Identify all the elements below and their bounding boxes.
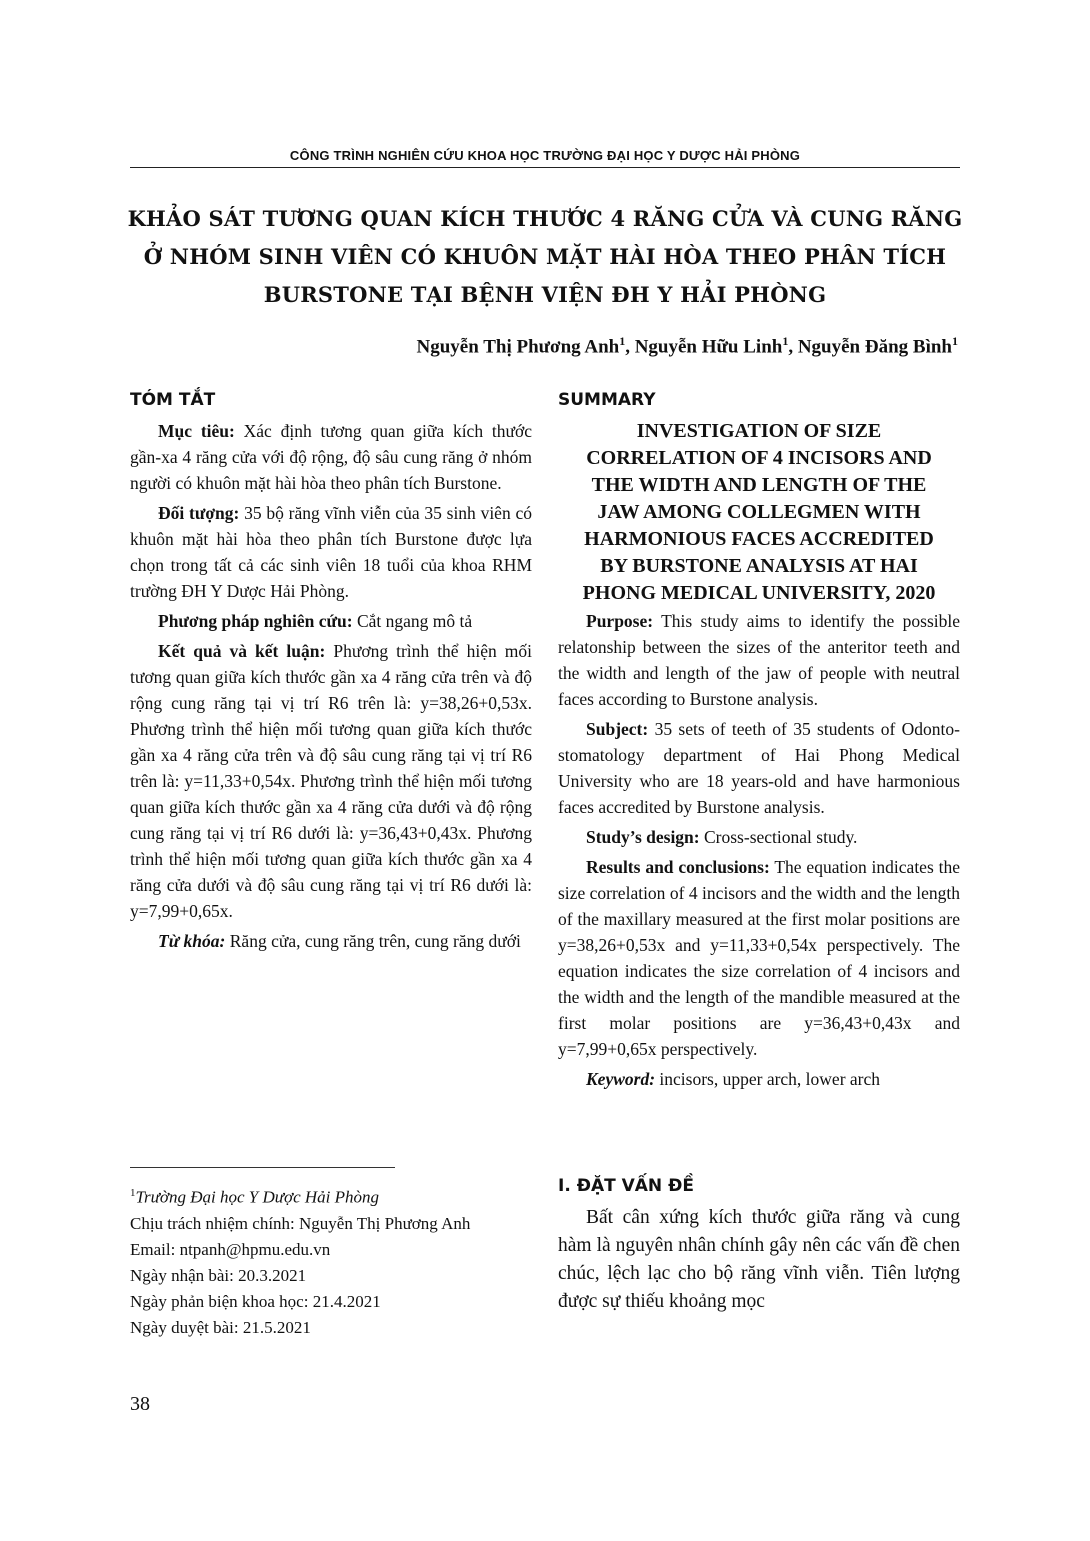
title-line: KHẢO SÁT TƯƠNG QUAN KÍCH THƯỚC 4 RĂNG CỬA VÀ CUNG RĂNG [127, 206, 963, 231]
paragraph-label: Purpose: [586, 611, 654, 631]
paragraph-text: This study aims to identify the possible relatonship between the sizes of the anteritor teeth and the width and length of the jaw of people with neutral faces according to Burstone analysis. [558, 611, 960, 709]
paragraph-text: Phương trình thể hiện mối tương quan giữa kích thước gần xa 4 răng cửa trên và độ rộng cung răng tại vị trí R6 trên là: y=38,26+0,53x. Phương trình thể hiện mối tương quan giữa kích thước gần xa 4 răng cửa trên và độ sâu cung răng tại vị trí R6 trên là: y=11,33+0,54x. Phương trình thể hiện mối tương quan giữa kích thước gần xa 4 răng cửa dưới và độ rộng cung răng tại vị trí R6 dưới là: y=36,43+0,43x. Phương trình thể hiện mối tương quan giữa kích thước gần xa 4 răng cửa dưới và độ sâu cung răng tại vị trí R6 dưới là: y=7,99+0,65x. [130, 641, 533, 921]
footnote-line: Email: ntpanh@hpmu.edu.vn [130, 1239, 331, 1259]
paragraph-label: Đối tượng: [158, 503, 240, 523]
author-name: Nguyễn Hữu Linh [634, 336, 783, 358]
english-title-line: THE WIDTH AND LENGTH OF THE [591, 474, 927, 496]
author-affiliation-mark: 1 [619, 334, 626, 348]
footnote-line: Ngày duyệt bài: 21.5.2021 [130, 1317, 311, 1337]
paragraph-text: Cắt ngang mô tả [352, 611, 473, 631]
keywords-paragraph [558, 1066, 960, 1092]
paragraph-text: Xác định tương quan giữa kích thước gần-xa 4 răng cửa với độ rộng, độ sâu cung răng ở nhóm người có khuôn mặt hài hòa theo phân tích Burstone. [130, 421, 532, 493]
paragraph-label: Results and conclusions: [586, 857, 770, 877]
paragraph-label: Subject: [586, 719, 649, 739]
vietnamese-abstract [130, 388, 532, 958]
english-title [558, 418, 960, 607]
author-affiliation-mark: 1 [782, 334, 789, 348]
paragraph-text: The equation indicates the size correlation of 4 incisors and the width and the length of the maxillary measured at the first molar positions are y=38,26+0,53x and y=11,33+0,54x perspectively. The equation indicates the size correlation of 4 incisors and the width and the length of the mandible measured at the first molar positions are y=36,43+0,43x and y=7,99+0,65x perspectively. [558, 857, 960, 1059]
paragraph-text: Cross-sectional study. [699, 827, 858, 847]
paragraph-label: Mục tiêu: [158, 421, 235, 441]
english-title-line: BY BURSTONE ANALYSIS AT HAI [600, 555, 918, 577]
summary-paragraph [558, 824, 960, 850]
author-name: Nguyễn Thị Phương Anh [416, 336, 620, 358]
abstract-paragraph [130, 500, 532, 604]
english-title-line: JAW AMONG COLLEGMEN WITH [597, 501, 921, 523]
keywords-label: Từ khóa: [158, 931, 226, 951]
paragraph-label: Phương pháp nghiên cứu: [158, 611, 353, 631]
author-list [417, 334, 958, 358]
section-heading: I. ĐẶT VẤN ĐỀ [558, 1176, 694, 1196]
english-title-line: HARMONIOUS FACES ACCREDITED [584, 528, 934, 550]
running-header: CÔNG TRÌNH NGHIÊN CỨU KHOA HỌC TRƯỜNG ĐẠI HỌC Y DƯỢC HẢI PHÒNG [289, 148, 801, 163]
page-number: 38 [130, 1393, 150, 1415]
footnote-line: Chịu trách nhiệm chính: Nguyễn Thị Phương Anh [130, 1213, 471, 1233]
english-summary [558, 388, 960, 1096]
paragraph-text: 35 sets of teeth of 35 students of Odonto-stomatology department of Hai Phong Medical University who are 18 years-old and have harmonious faces accredited by Burstone analysis. [558, 719, 960, 817]
english-title-line: PHONG MEDICAL UNIVERSITY, 2020 [582, 582, 936, 604]
keywords-label: Keyword: [586, 1069, 656, 1089]
affiliation-text: Trường Đại học Y Dược Hải Phòng [135, 1187, 380, 1207]
header-rule [130, 167, 960, 168]
footnote-rule [130, 1167, 395, 1168]
abstract-paragraph [130, 608, 532, 634]
footnote-affiliation [130, 1180, 550, 1211]
footnote-line: Ngày phản biện khoa học: 21.4.2021 [130, 1291, 381, 1311]
footnotes [130, 1180, 550, 1341]
affiliation-mark: 1 [130, 1187, 136, 1199]
summary-heading: SUMMARY [558, 390, 656, 410]
title-line: BURSTONE TẠI BỆNH VIỆN ĐH Y HẢI PHÒNG [263, 282, 827, 307]
section-text: Bất cân xứng kích thước giữa răng và cung hàm là nguyên nhân chính gây nên các vấn đề chen chúc, lệch lạc cho bộ răng vĩnh viễn. Tiên lượng được sự thiếu khoảng mọc [558, 1207, 960, 1312]
author-separator: , [625, 336, 635, 358]
keywords-paragraph [130, 928, 532, 954]
paragraph-label: Kết quả và kết luận: [158, 641, 326, 661]
author-separator: , [788, 336, 798, 358]
footnote-line: Ngày nhận bài: 20.3.2021 [130, 1265, 307, 1285]
introduction-section [558, 1174, 960, 1316]
paragraph-text: 35 bộ răng vĩnh viễn của 35 sinh viên có khuôn mặt hài hòa theo phân tích Burstone được lựa chọn trong tất cả các sinh viên 18 tuổi của khoa RHM trường ĐH Y Dược Hải Phòng. [130, 503, 532, 601]
english-title-line: CORRELATION OF 4 INCISORS AND [586, 447, 932, 469]
abstract-paragraph [130, 418, 532, 496]
paragraph-label: Study’s design: [586, 827, 700, 847]
summary-paragraph [558, 854, 960, 1062]
english-title-line: INVESTIGATION OF SIZE [636, 420, 882, 442]
author-affiliation-mark: 1 [952, 334, 958, 348]
summary-paragraph [558, 716, 960, 820]
title-line: Ở NHÓM SINH VIÊN CÓ KHUÔN MẶT HÀI HÒA THEO PHÂN TÍCH [143, 244, 947, 269]
keywords-text: incisors, upper arch, lower arch [655, 1069, 881, 1089]
keywords-text: Răng cửa, cung răng trên, cung răng dưới [225, 931, 521, 951]
summary-paragraph [558, 608, 960, 712]
author-name: Nguyễn Đăng Bình [797, 336, 952, 358]
article-title [120, 200, 970, 314]
abstract-heading: TÓM TẮT [130, 390, 216, 410]
abstract-paragraph [130, 638, 532, 924]
